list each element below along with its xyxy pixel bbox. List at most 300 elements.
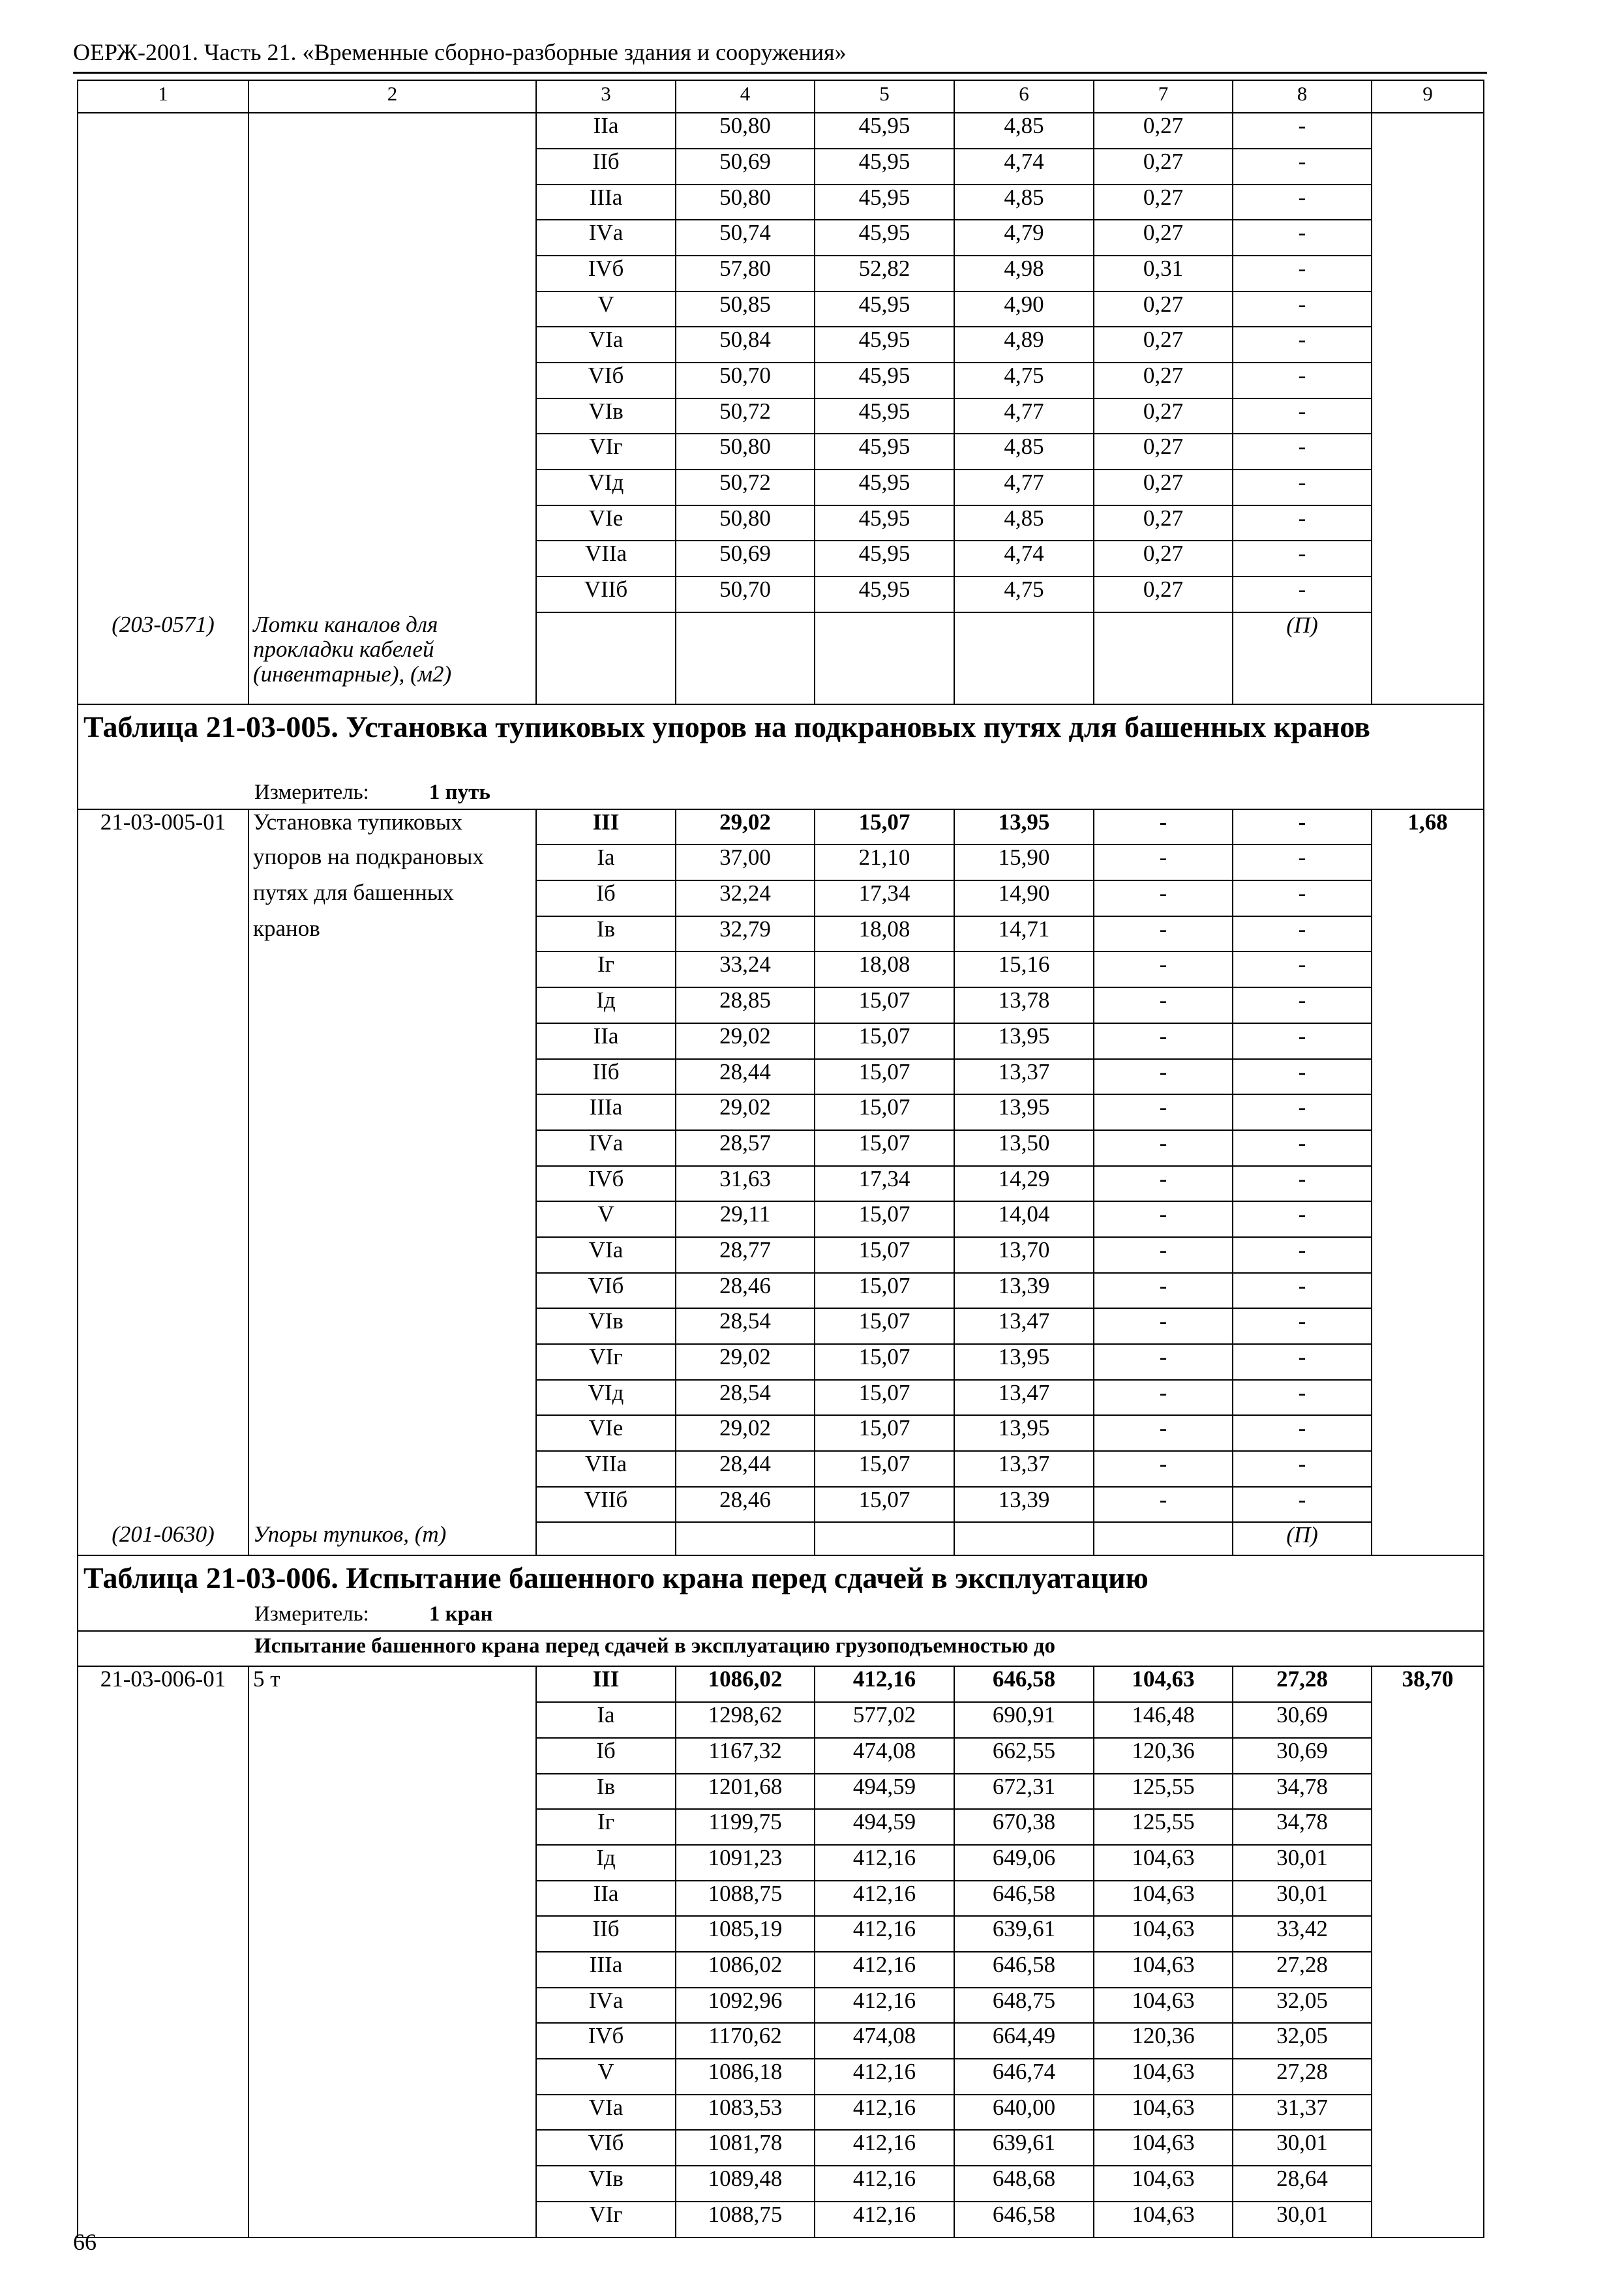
zone-cell: VIIа xyxy=(536,1451,676,1487)
value-cell: 104,63 xyxy=(1094,2095,1233,2131)
value-cell: 648,68 xyxy=(954,2166,1094,2202)
name-cell xyxy=(248,327,536,363)
value-cell: 28,46 xyxy=(676,1487,815,1523)
value-cell: 120,36 xyxy=(1094,2023,1233,2059)
col9-cell xyxy=(1372,113,1484,149)
col9-cell xyxy=(1372,505,1484,541)
value-cell: - xyxy=(1233,1059,1372,1095)
measure-value: 1 кран xyxy=(429,1602,493,1626)
zone-cell: VIе xyxy=(536,1415,676,1451)
value-cell: 412,16 xyxy=(815,2059,954,2095)
column-number: 5 xyxy=(815,80,954,113)
value-cell: 18,08 xyxy=(815,916,954,952)
value-cell: 1201,68 xyxy=(676,1774,815,1810)
measure-label: Измеритель: xyxy=(254,1602,369,1626)
col9-cell xyxy=(1372,2202,1484,2237)
value-cell: 15,07 xyxy=(815,1059,954,1095)
value-cell: 1086,02 xyxy=(676,1666,815,1702)
table-005-title xyxy=(78,704,1484,780)
value-cell: 28,64 xyxy=(1233,2166,1372,2202)
value-cell: 45,95 xyxy=(815,576,954,612)
empty-cell xyxy=(536,1522,676,1555)
value-cell: - xyxy=(1233,327,1372,363)
value-cell: - xyxy=(1233,1415,1372,1451)
value-cell: 57,80 xyxy=(676,256,815,292)
value-cell: 15,16 xyxy=(954,951,1094,987)
name-cell xyxy=(248,185,536,220)
zone-cell: Iв xyxy=(536,916,676,952)
value-cell: 577,02 xyxy=(815,1702,954,1738)
table-row xyxy=(78,2130,1484,2166)
table-row xyxy=(78,113,1484,149)
col9-cell xyxy=(1372,1201,1484,1237)
empty-cell xyxy=(1094,1522,1233,1555)
value-cell: 13,78 xyxy=(954,987,1094,1023)
code-cell xyxy=(78,363,248,398)
value-cell: 4,85 xyxy=(954,505,1094,541)
col9-cell xyxy=(1372,2130,1484,2166)
name-cell xyxy=(248,2130,536,2166)
column-number: 3 xyxy=(536,80,676,113)
page-header-title: ОЕРЖ-2001. Часть 21. «Временные сборно-разборные здания и сооружения» xyxy=(73,39,847,65)
value-cell: - xyxy=(1094,1059,1233,1095)
value-cell: 664,49 xyxy=(954,2023,1094,2059)
code-cell xyxy=(78,1237,248,1273)
value-cell: 50,72 xyxy=(676,398,815,434)
zone-cell: VIIб xyxy=(536,1487,676,1523)
value-cell: 45,95 xyxy=(815,505,954,541)
value-cell: 104,63 xyxy=(1094,1988,1233,2024)
zone-cell: IIIа xyxy=(536,185,676,220)
code-cell xyxy=(78,149,248,185)
value-cell: 690,91 xyxy=(954,1702,1094,1738)
value-cell: - xyxy=(1094,809,1233,845)
value-cell: - xyxy=(1094,1130,1233,1166)
value-cell: 13,37 xyxy=(954,1059,1094,1095)
value-cell: 13,47 xyxy=(954,1380,1094,1416)
value-cell: 29,02 xyxy=(676,1344,815,1380)
name-cell xyxy=(248,1988,536,2024)
value-cell: 50,80 xyxy=(676,185,815,220)
value-cell: - xyxy=(1094,1094,1233,1130)
code-cell: 21-03-006-01 xyxy=(78,1666,248,1702)
table-row xyxy=(78,845,1484,880)
code-cell xyxy=(78,505,248,541)
code-cell xyxy=(78,2166,248,2202)
value-cell: 13,95 xyxy=(954,1094,1094,1130)
column-number: 2 xyxy=(248,80,536,113)
column-number: 4 xyxy=(676,80,815,113)
name-cell xyxy=(248,1308,536,1344)
value-cell: 1081,78 xyxy=(676,2130,815,2166)
col9-cell xyxy=(1372,1415,1484,1451)
value-cell: 15,90 xyxy=(954,845,1094,880)
zone-cell: V xyxy=(536,292,676,327)
table-row xyxy=(78,2202,1484,2237)
table-row xyxy=(78,185,1484,220)
value-cell: 4,77 xyxy=(954,470,1094,505)
value-cell: 29,02 xyxy=(676,1094,815,1130)
column-number: 8 xyxy=(1233,80,1372,113)
table-row xyxy=(78,541,1484,576)
zone-cell: Iа xyxy=(536,1702,676,1738)
name-cell xyxy=(248,1702,536,1738)
zone-cell: IVа xyxy=(536,1130,676,1166)
table-row xyxy=(78,1059,1484,1095)
value-cell: - xyxy=(1233,1166,1372,1202)
value-cell: 14,90 xyxy=(954,880,1094,916)
value-cell: 45,95 xyxy=(815,434,954,470)
col9-cell xyxy=(1372,845,1484,880)
table-row xyxy=(78,1702,1484,1738)
value-cell: 1170,62 xyxy=(676,2023,815,2059)
code-cell xyxy=(78,1881,248,1917)
value-cell: 50,69 xyxy=(676,541,815,576)
value-cell: 15,07 xyxy=(815,1237,954,1273)
value-cell: 0,27 xyxy=(1094,220,1233,256)
value-cell: 50,70 xyxy=(676,576,815,612)
value-cell: - xyxy=(1094,1201,1233,1237)
value-cell: 32,05 xyxy=(1233,2023,1372,2059)
value-cell: 45,95 xyxy=(815,398,954,434)
value-cell: 4,77 xyxy=(954,398,1094,434)
value-cell: - xyxy=(1094,1380,1233,1416)
value-cell: 18,08 xyxy=(815,951,954,987)
col9-cell xyxy=(1372,1130,1484,1166)
code-cell xyxy=(78,1201,248,1237)
value-cell: 29,02 xyxy=(676,1415,815,1451)
col9-cell xyxy=(1372,1702,1484,1738)
value-cell: 0,27 xyxy=(1094,113,1233,149)
zone-cell: VIв xyxy=(536,398,676,434)
zone-cell: VIа xyxy=(536,2095,676,2131)
name-cell xyxy=(248,113,536,149)
zone-cell: IVб xyxy=(536,1166,676,1202)
value-cell: 15,07 xyxy=(815,1023,954,1059)
zone-cell: VIб xyxy=(536,1273,676,1309)
empty-cell xyxy=(1372,612,1484,704)
work-name-line: Установка тупиковых xyxy=(248,809,536,845)
value-cell: - xyxy=(1094,916,1233,952)
value-cell: 15,07 xyxy=(815,987,954,1023)
material-name: Упоры тупиков, (т) xyxy=(248,1522,536,1555)
value-cell: - xyxy=(1233,470,1372,505)
value-cell: 28,57 xyxy=(676,1130,815,1166)
measure-row-cell xyxy=(78,780,1484,809)
code-cell xyxy=(78,1451,248,1487)
col9-cell xyxy=(1372,363,1484,398)
name-cell xyxy=(248,1344,536,1380)
code-cell xyxy=(78,2023,248,2059)
value-cell: 4,74 xyxy=(954,149,1094,185)
value-cell: 32,79 xyxy=(676,916,815,952)
zone-cell: IIа xyxy=(536,1881,676,1917)
table-row xyxy=(78,1916,1484,1952)
code-cell xyxy=(78,1166,248,1202)
empty-cell xyxy=(536,612,676,704)
code-cell xyxy=(78,541,248,576)
value-cell: 13,95 xyxy=(954,1415,1094,1451)
col9-cell: 38,70 xyxy=(1372,1666,1484,1702)
name-cell xyxy=(248,1738,536,1774)
value-cell: 13,70 xyxy=(954,1237,1094,1273)
name-cell xyxy=(248,1451,536,1487)
table-005-title: Таблица 21-03-005. Установка тупиковых упоров на подкрановых путях для башенных кранов xyxy=(78,704,1484,780)
name-cell xyxy=(248,2059,536,2095)
table-row xyxy=(78,363,1484,398)
value-cell: - xyxy=(1094,845,1233,880)
col9-cell xyxy=(1372,1881,1484,1917)
code-cell xyxy=(78,1308,248,1344)
table-row xyxy=(78,327,1484,363)
col9-cell xyxy=(1372,1845,1484,1881)
material-row xyxy=(78,1522,1484,1555)
value-cell: - xyxy=(1233,1487,1372,1523)
code-cell xyxy=(78,1059,248,1095)
name-cell xyxy=(248,1166,536,1202)
value-cell: - xyxy=(1233,220,1372,256)
table-006-title xyxy=(78,1555,1484,1602)
zone-cell: IIIа xyxy=(536,1094,676,1130)
value-cell: 13,95 xyxy=(954,809,1094,845)
value-cell: 32,05 xyxy=(1233,1988,1372,2024)
value-cell: 30,01 xyxy=(1233,1845,1372,1881)
value-cell: 0,27 xyxy=(1094,470,1233,505)
value-cell: 13,39 xyxy=(954,1487,1094,1523)
zone-cell: IIб xyxy=(536,1059,676,1095)
table-row xyxy=(78,1130,1484,1166)
value-cell: - xyxy=(1094,1023,1233,1059)
col9-cell xyxy=(1372,2166,1484,2202)
value-cell: 639,61 xyxy=(954,2130,1094,2166)
zone-cell: Iд xyxy=(536,987,676,1023)
name-cell xyxy=(248,2202,536,2237)
measure-value: 1 путь xyxy=(429,781,490,805)
value-cell: - xyxy=(1233,987,1372,1023)
value-cell: 672,31 xyxy=(954,1774,1094,1810)
value-cell: 30,01 xyxy=(1233,1881,1372,1917)
value-cell: 27,28 xyxy=(1233,2059,1372,2095)
col9-cell xyxy=(1372,149,1484,185)
zone-cell: VIг xyxy=(536,2202,676,2237)
value-cell: 29,02 xyxy=(676,809,815,845)
value-cell: 104,63 xyxy=(1094,2202,1233,2237)
name-cell xyxy=(248,2166,536,2202)
value-cell: 412,16 xyxy=(815,2095,954,2131)
code-cell xyxy=(78,2130,248,2166)
value-cell: 494,59 xyxy=(815,1809,954,1845)
zone-cell: VIа xyxy=(536,1237,676,1273)
col9-cell xyxy=(1372,434,1484,470)
measure-row xyxy=(78,1602,1484,1630)
code-cell xyxy=(78,1130,248,1166)
col9-cell xyxy=(1372,185,1484,220)
name-cell xyxy=(248,470,536,505)
value-cell: - xyxy=(1233,880,1372,916)
value-cell: 1085,19 xyxy=(676,1916,815,1952)
value-cell: 412,16 xyxy=(815,1881,954,1917)
value-cell: 646,58 xyxy=(954,1952,1094,1988)
table-row xyxy=(78,1166,1484,1202)
value-cell: 50,80 xyxy=(676,434,815,470)
value-cell: - xyxy=(1233,1344,1372,1380)
value-cell: 27,28 xyxy=(1233,1666,1372,1702)
name-cell xyxy=(248,256,536,292)
value-cell: 15,07 xyxy=(815,1130,954,1166)
value-cell: 494,59 xyxy=(815,1774,954,1810)
value-cell: 50,84 xyxy=(676,327,815,363)
value-cell: 0,27 xyxy=(1094,576,1233,612)
value-cell: 28,54 xyxy=(676,1308,815,1344)
table-row xyxy=(78,220,1484,256)
material-note: (П) xyxy=(1233,1522,1372,1555)
empty-cell xyxy=(954,612,1094,704)
empty-cell xyxy=(676,612,815,704)
measure-label: Измеритель: xyxy=(254,781,369,805)
norms-table xyxy=(77,80,1484,2238)
value-cell: 14,71 xyxy=(954,916,1094,952)
value-cell: - xyxy=(1233,541,1372,576)
value-cell: 15,07 xyxy=(815,1308,954,1344)
value-cell: 30,01 xyxy=(1233,2202,1372,2237)
column-number-row xyxy=(78,80,1484,113)
col9-cell xyxy=(1372,1487,1484,1523)
table-row xyxy=(78,2166,1484,2202)
work-name-line: путях для башенных xyxy=(248,880,536,916)
material-name-line: (инвентарные), (м2) xyxy=(253,661,452,687)
value-cell: - xyxy=(1094,1166,1233,1202)
value-cell: 646,58 xyxy=(954,1666,1094,1702)
zone-cell: Iд xyxy=(536,1845,676,1881)
table-row xyxy=(78,1201,1484,1237)
value-cell: - xyxy=(1233,1130,1372,1166)
table-row xyxy=(78,256,1484,292)
name-cell xyxy=(248,1774,536,1810)
value-cell: - xyxy=(1233,576,1372,612)
zone-cell: VIб xyxy=(536,363,676,398)
value-cell: 104,63 xyxy=(1094,1916,1233,1952)
value-cell: - xyxy=(1233,363,1372,398)
value-cell: - xyxy=(1233,1201,1372,1237)
col9-cell xyxy=(1372,1059,1484,1095)
value-cell: 45,95 xyxy=(815,363,954,398)
value-cell: 1083,53 xyxy=(676,2095,815,2131)
value-cell: - xyxy=(1233,1094,1372,1130)
code-cell: 21-03-005-01 xyxy=(78,809,248,845)
value-cell: - xyxy=(1233,845,1372,880)
value-cell: - xyxy=(1094,1451,1233,1487)
value-cell: 0,27 xyxy=(1094,363,1233,398)
value-cell: 50,80 xyxy=(676,113,815,149)
work-name-line: упоров на подкрановых xyxy=(248,845,536,880)
zone-cell: IVб xyxy=(536,2023,676,2059)
name-cell xyxy=(248,505,536,541)
value-cell: - xyxy=(1233,398,1372,434)
col9-cell xyxy=(1372,1344,1484,1380)
name-cell xyxy=(248,987,536,1023)
col9-cell xyxy=(1372,1451,1484,1487)
material-code: (201-0630) xyxy=(78,1522,248,1555)
value-cell: - xyxy=(1233,916,1372,952)
page-number: 66 xyxy=(73,2229,97,2255)
name-cell xyxy=(248,576,536,612)
value-cell: 29,11 xyxy=(676,1201,815,1237)
col9-cell xyxy=(1372,2095,1484,2131)
table-row xyxy=(78,576,1484,612)
value-cell: 104,63 xyxy=(1094,2059,1233,2095)
material-name xyxy=(248,612,536,704)
value-cell: 1088,75 xyxy=(676,2202,815,2237)
value-cell: 15,07 xyxy=(815,1094,954,1130)
empty-cell xyxy=(815,612,954,704)
value-cell: 45,95 xyxy=(815,149,954,185)
value-cell: 34,78 xyxy=(1233,1774,1372,1810)
table-row xyxy=(78,916,1484,952)
code-cell xyxy=(78,1415,248,1451)
value-cell: 146,48 xyxy=(1094,1702,1233,1738)
code-cell xyxy=(78,220,248,256)
value-cell: 0,27 xyxy=(1094,327,1233,363)
table-row xyxy=(78,2059,1484,2095)
col9-cell xyxy=(1372,1166,1484,1202)
value-cell: - xyxy=(1094,1237,1233,1273)
material-code: (203-0571) xyxy=(78,612,248,704)
value-cell: 50,85 xyxy=(676,292,815,327)
zone-cell: III xyxy=(536,1666,676,1702)
value-cell: - xyxy=(1233,1308,1372,1344)
table-row xyxy=(78,951,1484,987)
value-cell: 0,27 xyxy=(1094,185,1233,220)
value-cell: 670,38 xyxy=(954,1809,1094,1845)
value-cell: 474,08 xyxy=(815,2023,954,2059)
col9-cell xyxy=(1372,1952,1484,1988)
value-cell: 30,69 xyxy=(1233,1702,1372,1738)
value-cell: 14,29 xyxy=(954,1166,1094,1202)
zone-cell: VIIб xyxy=(536,576,676,612)
subheading: Испытание башенного крана перед сдачей в эксплуатацию грузоподъемностью до xyxy=(78,1631,1484,1667)
value-cell: 640,00 xyxy=(954,2095,1094,2131)
code-cell xyxy=(78,1845,248,1881)
zone-cell: VIа xyxy=(536,327,676,363)
value-cell: 15,07 xyxy=(815,1201,954,1237)
value-cell: - xyxy=(1094,1273,1233,1309)
col9-cell xyxy=(1372,1738,1484,1774)
value-cell: 1091,23 xyxy=(676,1845,815,1881)
name-cell xyxy=(248,363,536,398)
name-cell xyxy=(248,149,536,185)
value-cell: 45,95 xyxy=(815,113,954,149)
material-name-line: прокладки кабелей xyxy=(253,636,434,662)
col9-cell xyxy=(1372,2059,1484,2095)
zone-cell: VIд xyxy=(536,1380,676,1416)
zone-cell: Iг xyxy=(536,951,676,987)
value-cell: - xyxy=(1094,1487,1233,1523)
code-cell xyxy=(78,576,248,612)
column-number: 7 xyxy=(1094,80,1233,113)
empty-cell xyxy=(815,1522,954,1555)
col9-cell xyxy=(1372,1809,1484,1845)
name-cell xyxy=(248,1237,536,1273)
value-cell: 50,69 xyxy=(676,149,815,185)
value-cell: 1092,96 xyxy=(676,1988,815,2024)
code-cell xyxy=(78,1774,248,1810)
value-cell: 28,77 xyxy=(676,1237,815,1273)
name-cell xyxy=(248,1130,536,1166)
value-cell: 412,16 xyxy=(815,1666,954,1702)
value-cell: 0,27 xyxy=(1094,541,1233,576)
code-cell xyxy=(78,1738,248,1774)
value-cell: 104,63 xyxy=(1094,1845,1233,1881)
